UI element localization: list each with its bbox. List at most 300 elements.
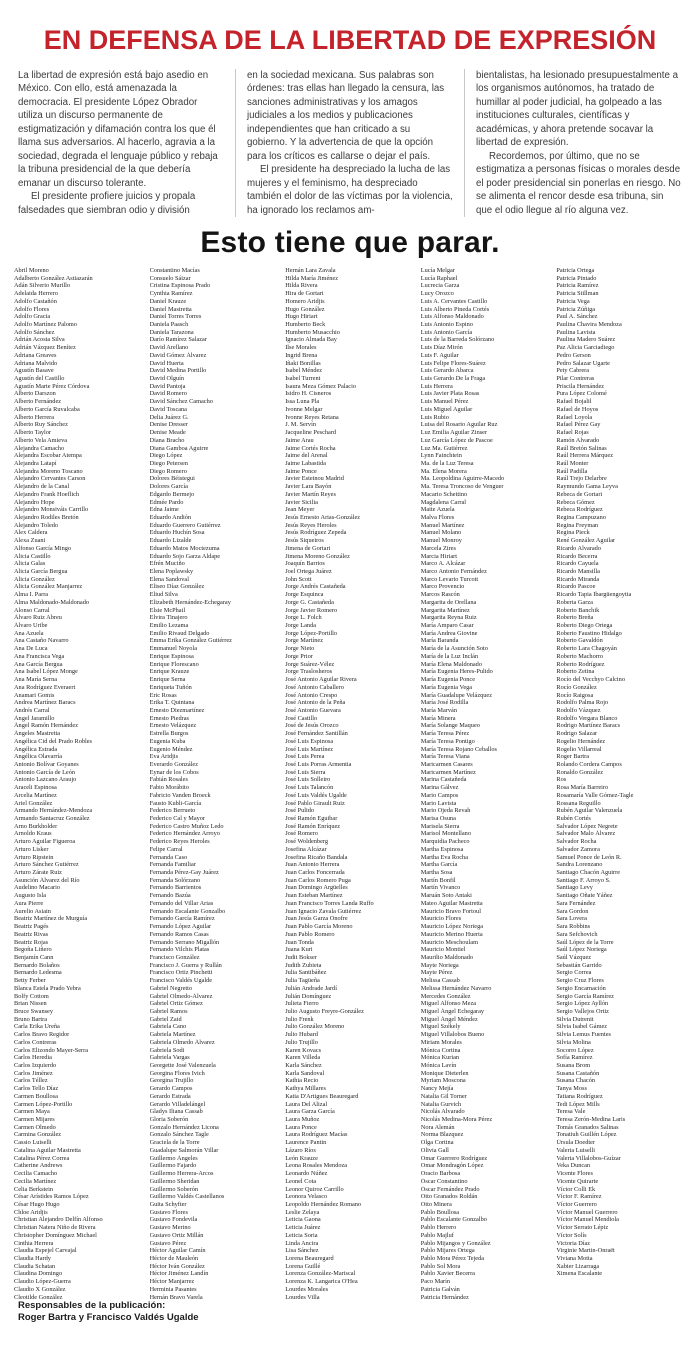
signatory-name: Gonzalo Hernández Licona — [149, 1123, 219, 1131]
signatory-name: Delia Juárez G. — [149, 413, 189, 421]
signatory-name: Jean Meyer — [285, 506, 315, 514]
signatory-name: Hugo Hiriart — [285, 313, 318, 321]
signatory-name: Carlos Jiménez — [14, 1069, 53, 1077]
signatory-name: Paco Marín — [420, 1278, 450, 1286]
signatory-name: Antonio García de León — [14, 768, 76, 776]
signatory-name: José Pulido — [285, 807, 315, 815]
signatory-name: Jimena Moreno González — [285, 552, 350, 560]
signatory-name: Rocío González — [556, 683, 597, 691]
signatory-name: Patricia Ramírez — [556, 282, 599, 290]
signatory-name: Lorenza González-Mariscal — [285, 1270, 356, 1278]
signatory-name: Alberto García Ruvalcaba — [14, 405, 80, 413]
signatory-name: Santiago F. Arroyo S. — [556, 876, 611, 884]
signatory-name: Lucía Melgar — [420, 266, 455, 274]
signatory-name: Roberto Breña — [556, 614, 594, 622]
signatory-name: Leticia Juárez — [285, 1224, 321, 1232]
signatory-name: Mónica Kurian — [420, 1054, 460, 1062]
signatory-name: Georgina Flores Ivich — [149, 1069, 205, 1077]
signatory-name: Gladys Iliana Cassab — [149, 1108, 203, 1116]
signatory-name: Fernando Vilchis Platas — [149, 946, 210, 954]
signatory-name: Luis A. Cervantes Castillo — [420, 297, 488, 305]
signatory-name: Lourdes Morales — [285, 1285, 329, 1293]
signatory-name: Mayte Noriega — [420, 961, 459, 969]
signatory-name: Roberta Garza — [556, 598, 593, 606]
signatory-name: Miguel Alfonso Meza — [420, 1000, 477, 1008]
signatory-name: Luis de la Barreda Solórzano — [420, 336, 495, 344]
signatory-name: Ernesto Diezmartínez — [149, 706, 205, 714]
signatory-name: Gabriela Olmedo Álvarez — [149, 1038, 215, 1046]
signatory-name: Bolfy Cottom — [14, 992, 49, 1000]
signatory-name: Denise Meade — [149, 429, 186, 437]
signatory-name: Lucy Orozco — [420, 290, 454, 298]
signatory-name: Eduardo Sojo Garza Aldape — [149, 552, 221, 560]
signatory-name: Rodolfo Palma Rojo — [556, 699, 609, 707]
signatory-name: César Hugo Hugo — [14, 1200, 60, 1208]
signatory-name: Daniela Tarazona — [149, 328, 194, 336]
signatory-name: Ernesto Velázquez — [149, 722, 197, 730]
signatory-name: Virginie Martin-Onraët — [556, 1247, 615, 1255]
signatory-name: Ricardo Tapia Ibargüengoytia — [556, 591, 632, 599]
signatory-name: Gabriel Zaid — [149, 1015, 182, 1023]
signatory-name: Laurence Pantin — [285, 1139, 327, 1147]
signatory-name: Luis Felipe Flores-Suárez — [420, 359, 486, 367]
signatory-name: Dolores Béistegui — [149, 475, 195, 483]
signatory-name: Aura Pierre — [14, 899, 44, 907]
signatory-name: Mayte Pérez — [420, 969, 453, 977]
signatory-name: Eva Aridjis — [149, 753, 179, 761]
signatory-name: Dolores García — [149, 483, 188, 491]
signatory-name: Roberto Machorro — [556, 652, 604, 660]
signatory-name: José Luis Martínez — [285, 745, 334, 753]
signatory-name: Fernando del Villar Arias — [149, 899, 214, 907]
signatory-name: Víctor Guerrero — [556, 1200, 597, 1208]
signatory-name: Blanca Estela Prado Yebra — [14, 984, 81, 992]
signatory-name: Alejandra Moreno Toscano — [14, 467, 83, 475]
signatory-name: Diana Gamboa Aguirre — [149, 444, 209, 452]
signatory-name: Everardo González — [149, 760, 199, 768]
signatory-name: Guadalupe Salmorán Villar — [149, 1146, 219, 1154]
signatory-name: Pablo Sol Mora — [420, 1262, 461, 1270]
signatory-name: Maruán Soto Antaki — [420, 892, 472, 900]
signatory-name: Marisa Osuna — [420, 815, 456, 823]
signatory-name: Laura Muñoz — [285, 1116, 320, 1124]
signatory-name: Adán Silverio Murillo — [14, 282, 70, 290]
signatory-name: Julio Hubard — [285, 1031, 318, 1039]
signatory-name: Arno Burkholder — [14, 822, 58, 830]
signatory-name: Carla Erika Ureña — [14, 1023, 60, 1031]
signatory-name: Jorge G. Castañeda — [285, 598, 334, 606]
signatory-name: Federico Berrueto — [149, 807, 196, 815]
signatory-name: Judith Zubieta — [285, 961, 322, 969]
signatory-name: Beatriz Pagés — [14, 923, 49, 931]
signatory-name: Ángel Jaramillo — [14, 714, 55, 722]
signatory-name: Isabel Méndez — [285, 367, 323, 375]
signatory-name: Karla Sánchez — [285, 1062, 322, 1070]
signatory-name: Alberto Vela Amieva — [14, 436, 68, 444]
signatory-name: Julián Domínguez — [285, 992, 332, 1000]
signatory-name: Mauricio Merino Huerta — [420, 930, 483, 938]
signatory-name: Alejandro Monsiváis Carrillo — [14, 506, 89, 514]
signatory-name: Javier Esteinou Madrid — [285, 475, 344, 483]
signatory-name: Katia D'Artigues Beauregard — [285, 1092, 359, 1100]
signatory-name: Adolfo Flores — [14, 305, 50, 313]
signatory-name: Manuel Monroy — [420, 537, 462, 545]
signatory-name: Guillermo Sheridan — [149, 1177, 200, 1185]
signatory-name: Ilse Morales — [285, 344, 317, 352]
signatory-name: Hilda María Jiménez — [285, 274, 338, 282]
signatory-name: Adrián Vázquez Benítez — [14, 344, 76, 352]
signatory-name: Consuelo Sáizar — [149, 274, 191, 282]
signatory-name: Audelino Macario — [14, 884, 60, 892]
signatory-name: Victoria Díaz — [556, 1239, 591, 1247]
signatory-name: Arcelia Martínez — [14, 791, 57, 799]
signatory-name: Fabricio Vanden Broeck — [149, 791, 211, 799]
signatory-name: Guillermo Valdés Castellanos — [149, 1193, 225, 1201]
signatory-name: Emma Erika González Gutiérrez — [149, 637, 232, 645]
signatory-name: Sofía Ramírez — [556, 1054, 593, 1062]
signatory-name: Ivonne Melgar — [285, 405, 323, 413]
signatory-name: David Olguín — [149, 375, 185, 383]
signatory-name: Fernando Escalante Gonzalbo — [149, 907, 226, 915]
signatory-name: Pablo Xavier Becerra — [420, 1270, 475, 1278]
signatory-name: Manuel Molano — [420, 529, 462, 537]
signatory-name: Hilda Rivera — [285, 282, 318, 290]
signatory-name: Cristina Espinosa Prado — [149, 282, 211, 290]
signatory-name: Alejandro Cervantes Carson — [14, 475, 86, 483]
signatory-name: Enrique Serna — [149, 676, 186, 684]
signatory-name: Regina Freyman — [556, 521, 599, 529]
signatory-name: Ricardo Miranda — [556, 575, 600, 583]
signatory-name: Alberto Fernández — [14, 398, 62, 406]
signatory-name: Alejandro Hope — [14, 498, 55, 506]
signatory-name: Javier Sicilia — [285, 498, 318, 506]
signatory-name: Juan Francisco Torres Landa Ruffo — [285, 899, 374, 907]
signatory-name: Cinthia Herrera — [14, 1239, 54, 1247]
signatory-name: José Ramón Eguibar — [285, 815, 338, 823]
signatory-name: Leslie Zelaya — [285, 1208, 320, 1216]
signatory-name: Karla Sandoval — [285, 1069, 325, 1077]
signatory-name: Mauricio Flores — [420, 915, 462, 923]
signatory-name: Juan Jesús Garza Onofre — [285, 915, 348, 923]
signatory-name: Raúl Trejo Delarbre — [556, 475, 607, 483]
signatory-name: Úrsula Doedter — [556, 1139, 596, 1147]
signatory-name: Carlos Heredia — [14, 1054, 52, 1062]
signatory-name: Julio Trujillo — [285, 1038, 318, 1046]
signatory-name: Luz García López de Pascoe — [420, 436, 493, 444]
signatory-name: Celia Berkstein — [14, 1185, 53, 1193]
signatory-name: Laura Del Alizal — [285, 1100, 328, 1108]
signatory-name: Marco Antonio Fernández — [420, 568, 487, 576]
signatory-name: Ana Francisca Vega — [14, 652, 65, 660]
signatory-name: Carlos Elizondo Mayer-Serra — [14, 1046, 89, 1054]
signatory-name: Alonso Carral — [14, 606, 50, 614]
signatory-name: Tanya Moss — [556, 1085, 587, 1093]
signatory-name: Jorge Nieto — [285, 645, 315, 653]
signatory-name: Daniel Krauze — [149, 297, 187, 305]
signatory-name: Pura López Colomé — [556, 390, 607, 398]
signatory-name: Edgardo Bermejo — [149, 490, 195, 498]
signatory-name: Fernando García Ramírez — [149, 915, 215, 923]
signatory-name: Sara Sefchovich — [556, 930, 598, 938]
signatory-name: Leonardo Núñez — [285, 1170, 328, 1178]
signatory-name: Héctor Iván González — [149, 1262, 205, 1270]
signatory-name: Silvia Dutrenit — [556, 1015, 594, 1023]
signatory-name: Susana Brom — [556, 1062, 591, 1070]
intro-paragraph: La libertad de expresión está bajo asedio en México. Con ello, está amenazada la democracia. El presidente López Obrador utiliza un discurso permanente de estigmatización y difamación contra los que él llama sus adversarios. Al hacerlo, agravia a la sociedad, degrada el lenguaje público y rebaja la tribuna presidencial de la que debería emanar un discurso tolerante. — [18, 70, 218, 189]
signatory-name: Susana Castañón — [556, 1069, 600, 1077]
signatory-name: Juan Pablo García Moreno — [285, 923, 353, 931]
signatory-name: Salvador Malo Álvarez — [556, 830, 616, 838]
signatory-name: Martín Bonfil — [420, 876, 456, 884]
signatory-name: María Elena Maldonado — [420, 660, 482, 668]
signatory-name: Gerardo Campos — [149, 1085, 193, 1093]
signatory-name: José Romero — [285, 830, 318, 838]
signatory-name: David Pantoja — [149, 382, 186, 390]
signatory-name: Adolfo Sánchez — [14, 328, 55, 336]
signatory-name: Jorge Esquinca — [285, 591, 324, 599]
signatory-name: Diego Romero — [149, 467, 187, 475]
signatory-name: Benjamín Cann — [14, 953, 54, 961]
signatory-name: Tonatiuh Guillén López — [556, 1131, 617, 1139]
signatory-name: José Antonio de la Peña — [285, 699, 346, 707]
signatory-name: Rubén Cortés — [556, 815, 591, 823]
signatory-name: Julio Augusto Freyre-González — [285, 1007, 364, 1015]
signatory-name: Roberto Gavaldón — [556, 637, 603, 645]
signatory-name: Begoña Liñero — [14, 946, 52, 954]
signatory-name: Beatriz Rivas — [14, 930, 49, 938]
signatory-name: Luis Rubio — [420, 413, 449, 421]
signatory-name: Saúl Vázquez — [556, 953, 592, 961]
signatory-name: Melissa Hernández Navarro — [420, 984, 492, 992]
signatory-name: Pedro Gerson — [556, 351, 591, 359]
signatory-name: Mónica Cortina — [420, 1046, 461, 1054]
signatory-name: María Teresa Pérez — [420, 730, 470, 738]
signatory-name: Patricia Pintado — [556, 274, 597, 282]
signatory-name: José Antonio Crespo — [285, 691, 338, 699]
signatory-name: Alexa Zuani — [14, 537, 46, 545]
signatory-name: Víctor Manuel Guerrero — [556, 1208, 618, 1216]
signatory-name: Diego Petersen — [149, 459, 188, 467]
signatory-name: Lourdes Villa — [285, 1293, 320, 1301]
signatory-name: Pablo Mijares Ortega — [420, 1247, 475, 1255]
signatory-name: Raúl Monter — [556, 459, 589, 467]
signatory-name: Rafael Loyola — [556, 413, 593, 421]
signatory-name: Maurilio Maldonado — [420, 953, 474, 961]
signatory-name: Guillermo Ángeles — [149, 1154, 198, 1162]
signatory-name: Rodolfo Vergara Blanco — [556, 714, 618, 722]
signatory-name: Ricardo Mansilla — [556, 568, 600, 576]
signatory-name: Gabriel Ortiz Gómez — [149, 1000, 203, 1008]
signatory-name: Catalina Aguilar Mastretta — [14, 1146, 81, 1154]
signatory-name: Herminia Pasantes — [149, 1285, 197, 1293]
signatory-name: Elvira Tinajero — [149, 614, 188, 622]
signatory-name: Guillermo Fajardo — [149, 1162, 197, 1170]
signatory-name: Sergio López Ayllón — [556, 1000, 609, 1008]
signatory-name: Patricia Zúñiga — [556, 305, 596, 313]
signatory-name: Sergio Cruz Flores — [556, 977, 604, 985]
signatory-name: Gabriel Olmedo-Álvarez — [149, 992, 213, 1000]
signatory-name: Patricia Galván — [420, 1285, 460, 1293]
signatory-name: José Luis Talancón — [285, 784, 334, 792]
signatory-name: Luz Emilia Aguilar Zinser — [420, 429, 488, 437]
signatory-name: Humberto Beck — [285, 321, 326, 329]
signatory-name: Eugenio Méndez — [149, 745, 193, 753]
signatory-name: Karen Kovacs — [285, 1046, 322, 1054]
credit-label: Responsables de la publicación: — [18, 1300, 166, 1311]
signatory-name: José Fernández Santillán — [285, 730, 348, 738]
signatory-name: Hira de Gortari — [285, 290, 324, 298]
signatory-name: Jorge Landa — [285, 622, 317, 630]
signatory-name: Víctor Colli Ek — [556, 1185, 596, 1193]
signatory-name: Christopher Domínguez Michael — [14, 1231, 97, 1239]
signatory-name: Antonio Lazcano Araujo — [14, 776, 77, 784]
signatory-name: Gabriela Martínez — [149, 1031, 196, 1039]
signatory-name: Sergio García Ramírez — [556, 992, 614, 1000]
signatory-name: Armando Santacruz González — [14, 815, 90, 823]
signatory-name: Rossana Reguillo — [556, 799, 601, 807]
signatory-name: Eric Rosas — [149, 691, 177, 699]
signatory-name: Constantino Macías — [149, 266, 200, 274]
signatory-name: Josefina Ricaño Bandala — [285, 853, 348, 861]
signatory-name: Marina Castañeda — [420, 776, 467, 784]
signatory-name: Roberto Zetina — [556, 668, 595, 676]
signatory-name: Gloria Soberón — [149, 1116, 189, 1124]
signatory-name: Jaime Labastida — [285, 459, 326, 467]
signatory-name: Nicolás Alvarado — [420, 1108, 465, 1116]
signatory-name: Patricia Ortega — [556, 266, 595, 274]
signatory-name: Claudio X González — [14, 1285, 66, 1293]
signatory-name: David Gómez Álvarez — [149, 351, 207, 359]
signatory-name: Marco Provencio — [420, 583, 465, 591]
signatory-name: David Sánchez Camacho — [149, 398, 213, 406]
signatory-name: Lynn Fainchtein — [420, 452, 462, 460]
signatory-name: Regina Pieck — [556, 529, 590, 537]
signatory-name: Isabel Turrent — [285, 375, 321, 383]
signatory-name: Elena Sandoval — [149, 575, 189, 583]
signatory-name: María Teresa Viana — [420, 753, 470, 761]
signatory-name: Alejandro Toledo — [14, 521, 59, 529]
signatory-name: Federico Castro Muñoz Ledo — [149, 822, 224, 830]
signatory-name: Myriam Moscona — [420, 1077, 466, 1085]
signatory-name: Adalberto González Astiazarán — [14, 274, 93, 282]
signatory-name: Miguel Ángel Méndez — [420, 1015, 478, 1023]
signatory-name: Nancy Mejía — [420, 1085, 454, 1093]
signatory-name: Roberto Banchik — [556, 606, 600, 614]
signatory-name: Miguel Villalobos Bueno — [420, 1031, 485, 1039]
signatory-name: Natalia Gil Torner — [420, 1092, 467, 1100]
signatory-name: Ana Isabel López Monge — [14, 668, 78, 676]
signatory-name: José Luis Valdés Ugalde — [285, 791, 347, 799]
signatory-name: Luis F. Aguilar — [420, 351, 459, 359]
signatory-name: Alicia Castillo — [14, 552, 51, 560]
signatory-name: Álvaro Uribe — [14, 622, 48, 630]
signatory-name: Margarita Reyna Ruiz — [420, 614, 477, 622]
signatory-name: Elizabeth Hernández-Echegaray — [149, 598, 231, 606]
signatory-name: Vicente Quirarte — [556, 1177, 599, 1185]
signatory-name: María de la Asunción Soto — [420, 645, 488, 653]
signatory-name: Beatriz Rojas — [14, 938, 49, 946]
signatory-name: Diana Bracho — [149, 436, 185, 444]
signatory-name: Andrés Carral — [14, 706, 50, 714]
signatory-name: Omar Guerrero Rodríguez — [420, 1154, 488, 1162]
signatory-name: Monique Dieterlen — [420, 1069, 469, 1077]
signatory-name: Mauricio Meschoulam — [420, 938, 478, 946]
signatory-name: Óscar Fernández Prado — [420, 1185, 480, 1193]
signatory-name: Rebeca de Gortari — [556, 490, 603, 498]
signatory-name: Jesús Ernesto Arias-González — [285, 513, 361, 521]
signatory-name: Julia Santibáñez — [285, 969, 327, 977]
signatory-name: Catherine Andrews — [14, 1162, 63, 1170]
signatory-name: Omar Mondragón López — [420, 1162, 484, 1170]
signatory-name: Fernanda Caso — [149, 853, 188, 861]
signatory-name: Adriana Greaves — [14, 351, 57, 359]
signatory-name: Bernardo Ledesma — [14, 969, 62, 977]
signatory-name: Arturo Aguilar Figueroa — [14, 838, 76, 846]
signatory-name: Marcela Zires — [420, 544, 456, 552]
signatory-name: José de Jesús Orozco — [285, 722, 339, 730]
signatory-name: Malva Flores — [420, 513, 455, 521]
signatory-name: Mateo Aguilar Mastretta — [420, 899, 483, 907]
credit-names: Roger Bartra y Francisco Valdés Ugalde — [18, 1311, 199, 1323]
signatory-name: Ramón Alvarado — [556, 436, 600, 444]
signatory-name: Lisa Sánchez — [285, 1247, 319, 1255]
signatory-name: Adriana Malvido — [14, 359, 58, 367]
signatory-name: Carmen Boullosa — [14, 1092, 58, 1100]
signatory-name: Carlos Téllez — [14, 1077, 48, 1085]
signatory-name: Mauricio Bravo Fortoul — [420, 907, 481, 915]
signatory-name: David Huerta — [149, 359, 184, 367]
signatory-name: Rafael Rojas — [556, 429, 589, 437]
signatory-name: Luis Gerardo Abarca — [420, 367, 474, 375]
signatory-name: Alberto Herrera — [14, 413, 55, 421]
signatory-name: Angélica Cid del Prado Robles — [14, 737, 92, 745]
signatory-name: José Woldenberg — [285, 838, 328, 846]
signatory-name: Aurelio Asiain — [14, 907, 51, 915]
signatory-name: Lucrecia Garza — [420, 282, 460, 290]
signatory-name: Eugenia Kuba — [149, 737, 186, 745]
signatory-name: Jaime del Arenal — [285, 452, 328, 460]
signatory-name: Saúl López de la Torre — [556, 938, 614, 946]
signatory-name: Gabriela Sodi — [149, 1046, 185, 1054]
signatory-name: Maite Azuela — [420, 506, 455, 514]
signatory-name: Carmen López-Portillo — [14, 1100, 73, 1108]
signatory-name: Héctor Manjarrez — [149, 1278, 195, 1286]
signatory-name: Alicia García Bergua — [14, 568, 68, 576]
signatory-name: Emilio Rivaud Delgado — [149, 629, 210, 637]
signatory-name: Mauricio Montiel — [420, 946, 466, 954]
signatory-name: Diego López — [149, 452, 183, 460]
signatory-name: Federico Hernández Arroyo — [149, 830, 220, 838]
signatory-name: Anamari Gomis — [14, 691, 55, 699]
signatory-name: Rodrigo Martínez Baracs — [556, 722, 621, 730]
signatory-name: Rebeca Gómez — [556, 498, 595, 506]
signatory-name: José Luis Solleiro — [285, 776, 331, 784]
signatory-name: Cleotilde González — [14, 1293, 63, 1301]
signatory-name: César Arístides Ramos López — [14, 1193, 89, 1201]
signatory-name: María Teresa Pontigo — [420, 737, 475, 745]
headline: Esto tiene que parar. — [200, 225, 500, 259]
signatory-name: Santiago Oñate Yáñez — [556, 892, 613, 900]
signatory-name: Marisela Sierra — [420, 822, 460, 830]
signatory-name: Brian Nissen — [14, 1000, 47, 1008]
signatory-name: Olga Cortina — [420, 1139, 454, 1147]
signatory-name: Héctor Aguilar Camín — [149, 1247, 206, 1255]
signatory-name: Eduardo Andión — [149, 513, 192, 521]
signatory-name: Pablo Herrero — [420, 1224, 457, 1232]
signatory-name: Cynthia Ramírez — [149, 290, 193, 298]
signatory-name: Juan Antonio Herrera — [285, 861, 340, 869]
signatory-name: Martín Vivanco — [420, 884, 461, 892]
